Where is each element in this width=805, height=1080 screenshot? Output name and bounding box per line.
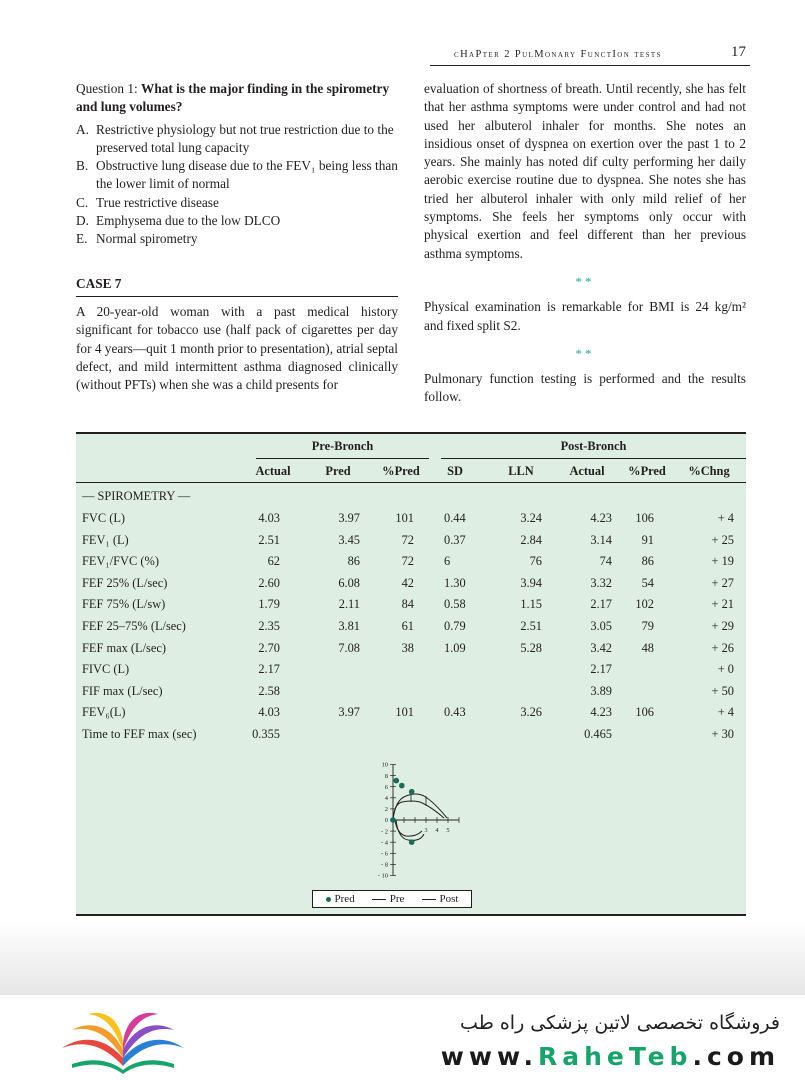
option-letter: A. <box>76 121 89 137</box>
pre-bronch-curve <box>393 794 447 820</box>
option-letter: D. <box>76 213 89 229</box>
cell-chng: + 0 <box>717 662 734 677</box>
cell-actual: 2.17 <box>258 662 280 677</box>
legend-label: Post <box>439 893 459 905</box>
line-icon <box>422 899 436 900</box>
option-text: Restrictive physiology but not true restriction due to the preserved total lung capacity <box>96 121 394 155</box>
pred-point <box>409 839 415 845</box>
row-label: FEV₁ (L) <box>82 532 129 547</box>
line-icon <box>372 899 386 900</box>
cell-actual: 2.60 <box>258 575 280 590</box>
cell-post-actual: 4.23 <box>590 511 612 525</box>
right-column <box>424 80 746 407</box>
store-name: فروشگاه تخصصی لاتین پزشکی راه طب <box>460 1012 780 1034</box>
cell-sd: 0.44 <box>444 511 466 525</box>
table-row <box>76 594 746 615</box>
x-tick-label: 3 <box>424 827 428 834</box>
option-letter: B. <box>76 158 89 174</box>
cell-actual: 2.35 <box>258 619 280 633</box>
y-tick-label: - 2 <box>380 828 388 836</box>
column-header: %Chng <box>688 464 730 478</box>
cell-lln: 2.84 <box>520 532 542 547</box>
table-row <box>76 724 746 745</box>
x-tick-label: 4 <box>435 827 439 834</box>
cell-lln: 3.26 <box>520 705 542 720</box>
cell-actual: 2.58 <box>258 683 280 698</box>
option-letter: E. <box>76 231 88 247</box>
legend-label: Pre <box>389 893 405 905</box>
cell-post-actual: 3.05 <box>590 619 612 633</box>
cell-chng: + 25 <box>711 532 734 547</box>
y-tick-label: 2 <box>384 806 388 814</box>
question-prefix: Question 1: <box>76 81 142 96</box>
cell-post-actual: 74 <box>599 554 612 569</box>
cell-chng: + 29 <box>711 619 734 633</box>
case-heading: CASE 7 <box>76 275 398 297</box>
cell-post-pct-pred: 106 <box>635 705 654 720</box>
option-e <box>76 230 398 248</box>
cell-lln: 76 <box>529 554 542 569</box>
cell-pred: 6.08 <box>338 575 360 590</box>
cell-chng: + 30 <box>711 727 734 741</box>
cell-post-actual: 2.17 <box>590 662 612 677</box>
flow-volume-chart <box>366 756 476 880</box>
row-label: FEF max (L/sec) <box>82 640 166 655</box>
url-brand: RaheTeb <box>537 1042 693 1071</box>
cell-post-actual: 0.465 <box>584 727 612 741</box>
cell-post-pct-pred: 79 <box>641 619 654 633</box>
column-header: LLN <box>508 464 534 478</box>
cell-lln: 3.94 <box>520 575 542 590</box>
cell-post-pct-pred: 86 <box>641 554 654 569</box>
row-label: FVC (L) <box>82 511 126 525</box>
cell-sd: 0.43 <box>444 705 466 720</box>
case-intro: A 20-year-old woman with a past medical history significant for tobacco use (half pack of cigarettes per day for 4 years—quit 1 month prior to presentation), atrial septal defect, and mild intermittent asthma diagnosed clinically (without PFTs) when she was a child presents for <box>76 303 398 393</box>
question <box>76 80 398 117</box>
row-label: FIF max (L/sec) <box>82 683 163 698</box>
y-tick-label: - 10 <box>377 872 388 880</box>
column-header: SD <box>447 464 463 478</box>
cell-pred: 3.97 <box>338 511 360 525</box>
cell-pct-pred: 101 <box>395 705 414 720</box>
section-separator: ** <box>575 345 595 361</box>
cell-pred: 3.81 <box>338 619 360 633</box>
cell-actual: 2.70 <box>258 640 280 655</box>
table-row <box>76 638 746 659</box>
column-header: Actual <box>569 464 605 478</box>
row-label: FEV₆(L) <box>82 705 126 720</box>
cell-chng: + 21 <box>711 597 734 612</box>
cell-pct-pred: 38 <box>401 640 414 655</box>
physical-exam: Physical examination is remarkable for BMI is 24 kg/m² and fixed split S2. <box>424 299 746 333</box>
question-prompt: What is the major finding in the spirometry and lung volumes? <box>76 81 390 115</box>
row-label: FIVC (L) <box>82 662 130 677</box>
cell-chng: + 50 <box>711 683 734 698</box>
column-header: %Pred <box>628 464 666 478</box>
pred-point <box>399 783 405 789</box>
cell-pct-pred: 101 <box>395 511 414 525</box>
row-label: FEF 25% (L/sec) <box>82 575 168 590</box>
y-tick-label: 4 <box>384 795 388 802</box>
pft-intro: Pulmonary function testing is performed and the results follow. <box>424 371 746 405</box>
option-letter: C. <box>76 194 89 210</box>
cell-post-pct-pred: 102 <box>635 597 654 612</box>
y-tick-label: 10 <box>381 761 388 769</box>
cell-sd: 0.58 <box>444 597 466 612</box>
cell-post-pct-pred: 106 <box>635 511 654 525</box>
running-head-title: cHaPter 2 PulMonary FunctIon tests <box>454 49 662 60</box>
column-header: %Pred <box>382 464 420 478</box>
cell-pct-pred: 42 <box>401 575 414 590</box>
table-row <box>76 573 746 594</box>
cell-actual: 0.355 <box>252 727 280 741</box>
cell-lln: 1.15 <box>520 597 542 612</box>
row-label: FEF 25–75% (L/sec) <box>82 619 186 633</box>
book-logo-icon <box>58 1004 188 1076</box>
url-suffix: .com <box>692 1042 780 1071</box>
option-text: Emphysema due to the low DLCO <box>96 213 281 229</box>
row-label: FEV₁/FVC (%) <box>82 554 159 569</box>
cell-pred: 2.11 <box>338 597 360 612</box>
cell-lln: 3.24 <box>520 511 542 525</box>
cell-actual: 2.51 <box>258 532 280 547</box>
cell-post-actual: 4.23 <box>590 705 612 720</box>
left-column <box>76 80 398 394</box>
cell-post-actual: 3.89 <box>590 683 612 698</box>
table-row <box>76 530 746 551</box>
cell-chng: + 27 <box>711 575 734 590</box>
cell-actual: 1.79 <box>258 597 280 612</box>
section-label: — SPIROMETRY — <box>82 489 191 503</box>
option-text: Normal spirometry <box>96 231 198 247</box>
legend-item-pre <box>372 893 405 905</box>
cell-post-actual: 3.42 <box>590 640 612 655</box>
cell-lln: 5.28 <box>520 640 542 655</box>
cell-pct-pred: 72 <box>401 554 414 569</box>
cell-chng: + 4 <box>717 705 734 720</box>
post-bronch-curve <box>393 801 444 820</box>
option-c <box>76 194 398 212</box>
chart-legend <box>312 890 472 908</box>
section-row <box>76 486 746 507</box>
url-prefix: www. <box>440 1042 538 1071</box>
cell-lln: 2.51 <box>520 619 542 633</box>
post-inspiratory-curve <box>395 820 422 836</box>
column-header: Pred <box>325 464 351 478</box>
pft-results-table <box>76 432 746 916</box>
option-b <box>76 157 398 194</box>
y-tick-label: 0 <box>384 817 388 825</box>
option-text: Obstructive lung disease due to the FEV₁ being less than the lower limit of normal <box>96 158 398 192</box>
table-row <box>76 616 746 637</box>
cell-actual: 4.03 <box>258 511 280 525</box>
cell-actual: 62 <box>267 554 280 569</box>
legend-label: Pred <box>334 893 355 905</box>
section-separator: ** <box>575 273 595 289</box>
column-header: Actual <box>255 464 291 478</box>
y-tick-label: - 6 <box>380 850 388 858</box>
cell-pred: 3.97 <box>338 705 360 720</box>
page-bottom-shadow <box>0 920 805 995</box>
table-row <box>76 508 746 529</box>
cell-chng: + 26 <box>711 640 734 655</box>
pred-point <box>390 817 396 823</box>
column-header-row <box>76 461 746 483</box>
x-tick-label: 5 <box>446 827 450 834</box>
cell-pct-pred: 84 <box>401 597 414 612</box>
cell-chng: + 4 <box>717 511 734 525</box>
group-header-pre-bronch: Pre-Bronch <box>256 439 429 459</box>
table-row <box>76 702 746 723</box>
cell-post-pct-pred: 48 <box>641 640 654 655</box>
option-text: True restrictive disease <box>96 194 219 210</box>
pre-inspiratory-curve <box>396 820 424 840</box>
table-row <box>76 659 746 680</box>
legend-item-post <box>422 893 459 905</box>
option-d <box>76 212 398 230</box>
cell-sd: 0.37 <box>444 532 466 547</box>
pred-point <box>394 778 400 784</box>
table-row <box>76 681 746 702</box>
cell-post-pct-pred: 91 <box>641 532 654 547</box>
option-a <box>76 121 398 158</box>
cell-post-actual: 2.17 <box>590 597 612 612</box>
cell-sd: 1.30 <box>444 575 466 590</box>
cell-post-pct-pred: 54 <box>641 575 654 590</box>
cell-pct-pred: 72 <box>401 532 414 547</box>
cell-post-actual: 3.14 <box>590 532 612 547</box>
answer-options <box>76 121 398 249</box>
table-row <box>76 551 746 572</box>
cell-pred: 86 <box>347 554 360 569</box>
y-tick-label: 6 <box>384 783 388 791</box>
cell-pct-pred: 61 <box>401 619 414 633</box>
store-url[interactable] <box>420 1042 780 1071</box>
cell-actual: 4.03 <box>258 705 280 720</box>
running-head <box>430 44 750 66</box>
cell-pred: 7.08 <box>338 640 360 655</box>
pred-point <box>409 789 415 795</box>
legend-item-pred <box>326 893 355 905</box>
cell-sd: 6 <box>444 554 451 569</box>
chart-axes <box>378 762 459 880</box>
y-tick-label: - 4 <box>380 839 388 847</box>
row-label: FEF 75% (L/sw) <box>82 597 166 612</box>
y-tick-label: - 8 <box>380 861 388 869</box>
y-tick-label: 8 <box>384 772 388 780</box>
pred-marker-icon <box>326 897 331 902</box>
case-continuation: evaluation of shortness of breath. Until recently, she has felt that her asthma symptoms were under control and had not used her albuterol inhaler for months. She notes an insidious onset of dyspnea on exertion over the past 1 to 2 years. She mainly has noted dif culty performing her daily aerobic exercise routine due to dyspnea. She notes she has tried her albuterol inhaler with only mild relief of her symptoms. She feels her symptoms only occur with physical exertion and feel different than her previous asthma symptoms. <box>424 81 746 261</box>
row-label: Time to FEF max (sec) <box>82 727 197 741</box>
cell-pred: 3.45 <box>338 532 360 547</box>
cell-sd: 1.09 <box>444 640 466 655</box>
group-header-post-bronch: Post-Bronch <box>441 439 746 459</box>
cell-chng: + 19 <box>711 554 734 569</box>
page-number: 17 <box>731 44 746 60</box>
cell-post-actual: 3.32 <box>590 575 612 590</box>
cell-sd: 0.79 <box>444 619 466 633</box>
